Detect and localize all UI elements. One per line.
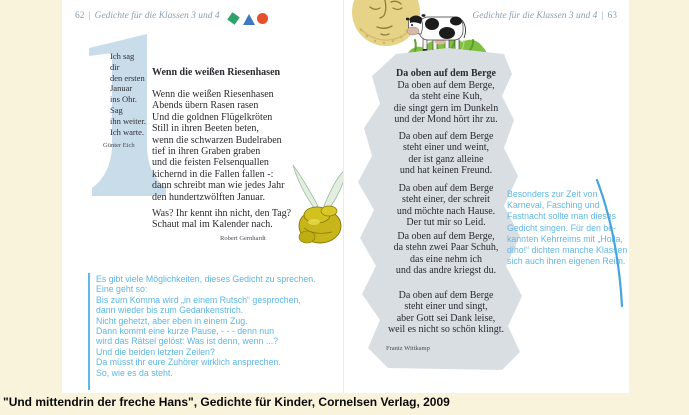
poem-line: Da oben auf dem Berge [398,290,494,301]
note-line: Bis zum Komma wird „in einem Rutsch“ gesprochen, [96,294,301,305]
poem-line: Und die goldnen Flügelkröten [152,111,273,123]
mountain-poem-title: Da oben auf dem Berge [396,68,496,79]
poem-line: Da oben auf dem Berge, [397,231,495,242]
note-rule [88,273,90,390]
teacher-note-continued [96,347,281,378]
poem-line: Januar [110,83,133,94]
right-page [344,0,629,393]
poem-line: ins Ohr. [110,94,137,105]
poem-line: steht einer und singt, [404,301,488,313]
book-caption: "Und mittendrin der freche Hans", Gedichte für Kinder, Cornelsen Verlag, 2009 [3,395,450,409]
main-poem-title: Wenn die weißen Riesenhasen [152,67,281,78]
main-poem-stanza [152,89,284,203]
note-line: Es gibt viele Möglichkeiten, dieses Gedicht zu sprechen. [96,274,316,284]
winged-toad-illustration [290,158,350,252]
header-title: Gedichte für die Klassen 3 und 4 [94,11,220,21]
main-poem-closing [152,208,291,231]
poem-line: den ersten [110,72,145,83]
poem-line: tief in ihren Graben graben [152,146,261,158]
page-number: 62 [75,11,85,21]
poem-line: dann schreibt man wie jedes Jahr [152,180,285,192]
note-line: Besonders zur Zeit von [507,189,598,199]
poem-line: ihn weiter. [110,115,146,126]
poem-author: Frantz Wittkamp [386,345,430,352]
poem-line: und das andre kriegst du. [395,264,497,276]
poem-line: und die feisten Felsenquallen [152,157,269,169]
poem-line: und möchte nach Hause. [396,205,496,217]
note-line: sich auch ihren eigenen Reim. [507,256,626,267]
poem-line: wenn die schwarzen Budelraben [152,134,282,146]
poem-line: der ist ganz alleine [408,153,484,165]
left-page [62,0,343,393]
note-line: wird das Rätsel gelöst: Was ist denn, wenn ...? [96,336,279,347]
poem-line: steht einer, der schreit [402,194,490,206]
right-page-header [472,11,617,21]
poem-line: Was? Ihr kennt ihn nicht, den Tag? [152,208,292,219]
mountain-poem-stanza [356,80,536,125]
note-line: Nicht gehetzt, aber eben in einem Zug. [96,315,248,326]
poem-line: Da oben auf dem Berge [398,183,494,194]
note-line: diho!“ dichten manche Klassen [507,245,628,256]
note-line: So, wie es da steht. [96,367,173,378]
poem-line: kichernd in die Fallen fallen -: [152,168,274,180]
header-title: Gedichte für die Klassen 3 und 4 [472,11,598,21]
orange-circle-icon [257,13,268,24]
note-line: Karneval, Fasching und [507,200,600,211]
poem-line: Schaut mal im Kalender nach. [152,219,273,231]
poem-line: den hundertzwölften Januar. [152,191,266,203]
poem-line: und hat keinen Freund. [399,164,493,176]
poem-line: dir [110,61,120,72]
poem-line: Wenn die weißen Riesenhasen [152,89,274,100]
poem-line: Still in ihren Beeten beten, [152,123,259,135]
poem-line: und der Mond hört ihr zu. [394,113,498,125]
left-page-header [75,11,220,21]
mountain-poem-stanza [356,290,536,335]
poem-line: da steht eine Kuh, [409,91,483,103]
blue-pen-stroke [590,174,634,314]
note-line: Gedicht singen. Für den be- [507,222,617,233]
poem-line: Da oben auf dem Berge [398,131,494,142]
poem-line: Abends übern Rasen rasen [152,100,259,112]
poem-line: Ich warte. [110,126,144,137]
poem-line: die singt gern im Dunkeln [393,102,499,114]
blue-triangle-icon [243,14,255,25]
poem-author: Günter Eich [103,142,135,149]
note-line: kannten Kehrreims mit „Holla, [507,233,623,244]
note-line: dann wieder bis zum Gedankenstrich. [96,305,244,316]
numeral-poem [110,51,146,137]
note-line: Da müsst ihr eure Zuhörer wirklich ansprechen. [96,357,281,368]
page-number: 63 [607,11,617,21]
poem-line: aber Gott sei Dank leise, [396,312,496,324]
green-diamond-icon [227,12,240,25]
poem-line: Der tut mir so Leid. [406,216,486,228]
poem-line: Da oben auf dem Berge, [397,80,495,91]
teacher-note [96,274,316,347]
poem-line: da stehn zwei Paar Schuh, [393,242,499,254]
note-line: Fastnacht sollte man dieses [507,211,617,222]
poem-line: das eine nehm ich [410,253,482,265]
note-line: Und die beiden letzten Zeilen? [96,347,215,357]
mountain-poem-stanza [356,131,536,176]
poem-author: Robert Gernhardt [220,235,266,242]
note-line: Dann kommt eine kurze Pause, - - - denn nun [96,326,274,337]
poem-line: steht einer und weint, [402,142,490,154]
header-separator: | [88,11,91,21]
poem-line: weil es nicht so schön klingt. [387,323,505,335]
poem-line: Ich sag [110,51,135,61]
poem-line: Sag [110,104,123,115]
header-separator: | [601,11,604,21]
note-line: Eine geht so: [96,284,148,295]
